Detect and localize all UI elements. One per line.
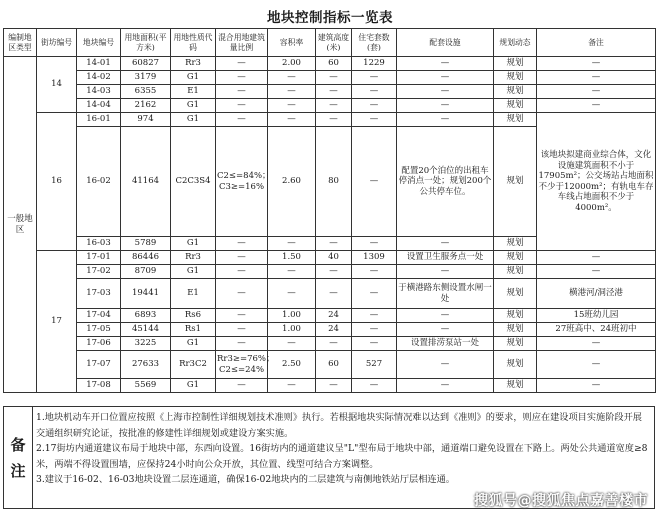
mix-ratio: — xyxy=(216,71,268,85)
remarks: 横港河/洞泾港 xyxy=(537,279,656,309)
parcel-id: 14-02 xyxy=(77,71,121,85)
parcel-id: 17-01 xyxy=(77,251,121,265)
land-use-code: G1 xyxy=(171,113,216,127)
land-area: 8709 xyxy=(121,265,171,279)
land-use-code: Rs1 xyxy=(171,323,216,337)
building-height: — xyxy=(316,237,352,251)
parcel-id: 14-04 xyxy=(77,99,121,113)
parcel-id: 16-03 xyxy=(77,237,121,251)
land-area: 974 xyxy=(121,113,171,127)
housing-units: — xyxy=(352,85,397,99)
parcel-id: 17-07 xyxy=(77,351,121,379)
mix-ratio: — xyxy=(216,279,268,309)
remarks: — xyxy=(537,379,656,393)
mix-ratio: — xyxy=(216,99,268,113)
land-area: 60827 xyxy=(121,57,171,71)
note-item: 2.17街坊内通道建议布局于地块中部，东西向设置。16街坊内的通道建议呈"L"型布局于地块中部，通道端口避免设置在下路上。两处公共通道宽度≥8米，两端不得设置围墙，应保持24小时向公众开放，其位置、线型可结合方案调整。 xyxy=(36,443,648,470)
housing-units: — xyxy=(352,323,397,337)
table-row xyxy=(4,337,656,351)
housing-units: 527 xyxy=(352,351,397,379)
remarks: — xyxy=(537,337,656,351)
block-cell: 14 xyxy=(37,57,77,113)
planning-status: 规划 xyxy=(494,57,537,71)
remarks: 27班高中、24班初中 xyxy=(537,323,656,337)
remarks: — xyxy=(537,99,656,113)
land-use-code: E1 xyxy=(171,85,216,99)
facilities: — xyxy=(397,85,494,99)
col-header: 住宅套数(套) xyxy=(352,29,397,57)
housing-units: — xyxy=(352,71,397,85)
remarks: — xyxy=(537,57,656,71)
housing-units: — xyxy=(352,309,397,323)
col-header: 用地面积(平方米) xyxy=(121,29,171,57)
planning-status: 规划 xyxy=(494,127,537,237)
remarks: — xyxy=(537,71,656,85)
land-area: 19441 xyxy=(121,279,171,309)
planning-status: 规划 xyxy=(494,309,537,323)
land-use-code: G1 xyxy=(171,379,216,393)
table-row xyxy=(4,113,656,127)
land-use-code: G1 xyxy=(171,99,216,113)
floor-area-ratio: — xyxy=(268,71,316,85)
remarks-16: 该地块拟建商业综合体，文化设施建筑面积不小于17905m²；公交场站占地面积不少于12000m²；有轨电车存车线占地面积不少于4000m²。 xyxy=(537,113,656,251)
planning-status: 规划 xyxy=(494,265,537,279)
remarks: 15班幼儿园 xyxy=(537,309,656,323)
planning-status: 规划 xyxy=(494,251,537,265)
mix-ratio: — xyxy=(216,337,268,351)
housing-units: 1309 xyxy=(352,251,397,265)
land-area: 3225 xyxy=(121,337,171,351)
col-header: 混合用地建筑量比例 xyxy=(216,29,268,57)
parcel-id: 17-04 xyxy=(77,309,121,323)
facilities: 配置20个泊位的出租车停消点一处；规划200个公共停车位。 xyxy=(397,127,494,237)
table-row xyxy=(4,379,656,393)
housing-units: 1229 xyxy=(352,57,397,71)
land-area: 6893 xyxy=(121,309,171,323)
mix-ratio: — xyxy=(216,57,268,71)
floor-area-ratio: — xyxy=(268,99,316,113)
floor-area-ratio: — xyxy=(268,85,316,99)
block-cell: 16 xyxy=(37,113,77,251)
building-height: 60 xyxy=(316,57,352,71)
planning-status: 规划 xyxy=(494,323,537,337)
land-use-code: C2C3S4 xyxy=(171,127,216,237)
housing-units: — xyxy=(352,337,397,351)
remarks: — xyxy=(537,251,656,265)
floor-area-ratio: 1.50 xyxy=(268,251,316,265)
facilities: — xyxy=(397,323,494,337)
facilities: 设置卫生服务点一处 xyxy=(397,251,494,265)
building-height: 24 xyxy=(316,323,352,337)
facilities: — xyxy=(397,113,494,127)
facilities: — xyxy=(397,57,494,71)
floor-area-ratio: 2.00 xyxy=(268,57,316,71)
table-row xyxy=(4,57,656,71)
header-row xyxy=(4,29,656,57)
land-use-code: G1 xyxy=(171,71,216,85)
building-height: 80 xyxy=(316,127,352,237)
planning-status: 规划 xyxy=(494,379,537,393)
land-area: 86446 xyxy=(121,251,171,265)
land-use-code: Rs6 xyxy=(171,309,216,323)
remarks: — xyxy=(537,351,656,379)
building-height: — xyxy=(316,337,352,351)
col-header: 容积率 xyxy=(268,29,316,57)
planning-status: 规划 xyxy=(494,237,537,251)
parcel-id: 16-01 xyxy=(77,113,121,127)
building-height: — xyxy=(316,113,352,127)
land-use-code: Rr3C2 xyxy=(171,351,216,379)
land-area: 41164 xyxy=(121,127,171,237)
block-cell: 17 xyxy=(37,251,77,393)
floor-area-ratio: 1.00 xyxy=(268,309,316,323)
land-use-code: E1 xyxy=(171,279,216,309)
land-area: 5789 xyxy=(121,237,171,251)
parcel-id: 17-08 xyxy=(77,379,121,393)
floor-area-ratio: — xyxy=(268,113,316,127)
table-row xyxy=(4,351,656,379)
col-header: 备注 xyxy=(537,29,656,57)
remarks: — xyxy=(537,265,656,279)
parcel-id: 16-02 xyxy=(77,127,121,237)
land-area: 2162 xyxy=(121,99,171,113)
table-row xyxy=(4,71,656,85)
land-area: 5569 xyxy=(121,379,171,393)
housing-units: — xyxy=(352,265,397,279)
building-height: 60 xyxy=(316,351,352,379)
land-use-code: G1 xyxy=(171,337,216,351)
floor-area-ratio: — xyxy=(268,379,316,393)
building-height: — xyxy=(316,85,352,99)
building-height: 40 xyxy=(316,251,352,265)
building-height: — xyxy=(316,379,352,393)
table-title: 地块控制指标一览表 xyxy=(267,10,393,26)
mix-ratio: — xyxy=(216,265,268,279)
mix-ratio: — xyxy=(216,251,268,265)
land-use-code: Rr3 xyxy=(171,251,216,265)
mix-ratio: — xyxy=(216,113,268,127)
mix-ratio: — xyxy=(216,323,268,337)
col-header: 配套设施 xyxy=(397,29,494,57)
housing-units: — xyxy=(352,127,397,237)
mix-ratio: — xyxy=(216,309,268,323)
col-header: 用地性质代码 xyxy=(171,29,216,57)
notes-label-char: 注 xyxy=(10,461,26,480)
housing-units: — xyxy=(352,279,397,309)
notes-label-char: 备 xyxy=(10,435,26,454)
remarks: — xyxy=(537,85,656,99)
facilities: 于横港路东侧设置水闸一处 xyxy=(397,279,494,309)
mix-ratio: — xyxy=(216,85,268,99)
planning-status: 规划 xyxy=(494,113,537,127)
housing-units: — xyxy=(352,379,397,393)
planning-status: 规划 xyxy=(494,99,537,113)
land-use-code: Rr3 xyxy=(171,57,216,71)
building-height: 24 xyxy=(316,309,352,323)
land-use-code: G1 xyxy=(171,237,216,251)
building-height: — xyxy=(316,71,352,85)
col-header: 编制地区类型 xyxy=(4,29,37,57)
facilities: — xyxy=(397,351,494,379)
land-use-code: G1 xyxy=(171,265,216,279)
col-header: 地块编号 xyxy=(77,29,121,57)
table-row xyxy=(4,309,656,323)
land-area: 6355 xyxy=(121,85,171,99)
building-height: — xyxy=(316,279,352,309)
facilities: — xyxy=(397,265,494,279)
parcel-id: 14-01 xyxy=(77,57,121,71)
parcel-id: 17-02 xyxy=(77,265,121,279)
col-header: 建筑高度(米) xyxy=(316,29,352,57)
floor-area-ratio: — xyxy=(268,337,316,351)
parcel-id: 14-03 xyxy=(77,85,121,99)
planning-status: 规划 xyxy=(494,85,537,99)
building-height: — xyxy=(316,265,352,279)
parcel-id: 17-05 xyxy=(77,323,121,337)
mix-ratio: C2≤=84%；C3≥=16% xyxy=(216,127,268,237)
housing-units: — xyxy=(352,237,397,251)
notes-label xyxy=(4,407,33,508)
housing-units: — xyxy=(352,113,397,127)
land-area: 45144 xyxy=(121,323,171,337)
facilities: — xyxy=(397,99,494,113)
floor-area-ratio: — xyxy=(268,265,316,279)
area-type-cell: 一般地区 xyxy=(4,57,37,393)
planning-status: 规划 xyxy=(494,351,537,379)
control-index-table xyxy=(3,28,656,393)
facilities: 设置排涝泵站一处 xyxy=(397,337,494,351)
table-row xyxy=(4,251,656,265)
facilities: — xyxy=(397,237,494,251)
land-area: 27633 xyxy=(121,351,171,379)
planning-status: 规划 xyxy=(494,279,537,309)
floor-area-ratio: — xyxy=(268,237,316,251)
housing-units: — xyxy=(352,99,397,113)
facilities: — xyxy=(397,379,494,393)
land-area: 3179 xyxy=(121,71,171,85)
table-row xyxy=(4,323,656,337)
facilities: — xyxy=(397,71,494,85)
table-row xyxy=(4,265,656,279)
parcel-id: 17-06 xyxy=(77,337,121,351)
floor-area-ratio: — xyxy=(268,279,316,309)
note-item: 1.地块机动车开口位置应按照《上海市控制性详细规划技术准则》执行。若根据地块实际情况难以达到《准则》的要求，则应在建设项目实施阶段开展交通组织研究论证，按批准的修建性详细规划或建设方案实施。 xyxy=(36,412,642,439)
mix-ratio: — xyxy=(216,237,268,251)
floor-area-ratio: 2.60 xyxy=(268,127,316,237)
notes-body xyxy=(36,410,648,488)
floor-area-ratio: 1.00 xyxy=(268,323,316,337)
table-row xyxy=(4,85,656,99)
floor-area-ratio: 2.50 xyxy=(268,351,316,379)
building-height: — xyxy=(316,99,352,113)
col-header: 街坊编号 xyxy=(37,29,77,57)
mix-ratio: Rr3≥=76%；C2≤=24% xyxy=(216,351,268,379)
parcel-id: 17-03 xyxy=(77,279,121,309)
facilities: — xyxy=(397,309,494,323)
mix-ratio: — xyxy=(216,379,268,393)
planning-status: 规划 xyxy=(494,71,537,85)
table-row xyxy=(4,99,656,113)
col-header: 规划动态 xyxy=(494,29,537,57)
table-row xyxy=(4,279,656,309)
watermark: 搜狐号@搜狐焦点嘉善楼市 xyxy=(474,493,648,509)
note-item: 3.建议于16-02、16-03地块设置二层连通道，确保16-02地块内的二层建筑与南侧地铁站厅层相连通。 xyxy=(36,474,455,485)
planning-status: 规划 xyxy=(494,337,537,351)
